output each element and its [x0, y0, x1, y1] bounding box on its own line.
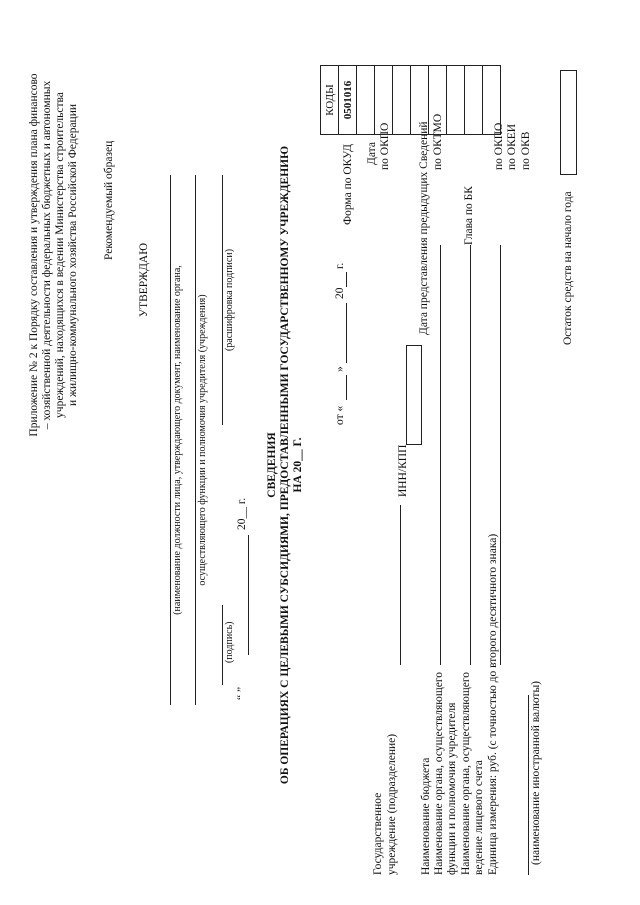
approval-title: УТВЕРЖДАЮ	[138, 242, 150, 318]
label-org-1: Наименование органа, осуществляющего	[433, 671, 445, 875]
appendix-line-4: и жилищно-коммунального хозяйства Российской Федерации	[67, 103, 79, 407]
code-label-okpo: по ОКПО	[379, 122, 391, 170]
label-institution: учреждение (подразделение)	[386, 733, 398, 875]
label-budget-name: Наименование бюджета	[420, 757, 432, 875]
title-line-2: ОБ ОПЕРАЦИЯХ С ЦЕЛЕВЫМИ СУБСИДИЯМИ, ПРЕДОСТАВЛЕННЫМИ ГОСУДАРСТВЕННОМУ УЧРЕЖДЕНИЮ	[279, 145, 291, 785]
document-title	[266, 85, 305, 845]
date-month-line[interactable]	[346, 303, 347, 363]
code-value-okpo[interactable]	[375, 66, 393, 135]
code-label-okei: по ОКЕИ	[506, 123, 518, 170]
label-currency: (наименование иностранной валюты)	[530, 681, 542, 865]
code-label-date: Дата	[366, 142, 378, 165]
signature-line	[222, 605, 223, 685]
appendix-note	[28, 25, 80, 485]
date-year-line[interactable]	[346, 272, 347, 287]
code-value-oktmo[interactable]	[393, 66, 411, 135]
institution-line[interactable]	[400, 505, 401, 665]
decode-line	[222, 175, 223, 425]
code-value-date[interactable]	[357, 66, 375, 135]
label-org-4: ведение лицевого счета	[473, 760, 485, 875]
balance-box[interactable]	[560, 70, 577, 175]
date-day-line[interactable]	[346, 375, 347, 400]
budget-line[interactable]	[440, 245, 441, 665]
decode-caption: (расшифровка подписи)	[224, 248, 235, 352]
code-value-okei[interactable]	[465, 66, 483, 135]
org-line[interactable]	[470, 245, 471, 665]
code-value-okv[interactable]	[483, 66, 501, 135]
signature-caption: (подпись)	[224, 621, 235, 663]
approval-caption-2: осуществляющего функции и полномочия учредителя (учреждения)	[197, 294, 208, 586]
code-label-okpo-2: по ОКПО	[493, 122, 505, 170]
label-glava: Глава по БК	[463, 186, 475, 245]
account-line[interactable]	[500, 245, 501, 665]
date-year-g: г.	[334, 262, 346, 269]
date-close-quote: »	[334, 366, 346, 372]
currency-line[interactable]	[528, 695, 529, 875]
code-value-okud[interactable]: 0501016	[339, 66, 357, 135]
label-org-2: функции и полномочия учредителя	[446, 702, 458, 875]
date-year-prefix: 20	[334, 287, 346, 299]
date-from: от «	[334, 405, 346, 425]
recommended-sample: Рекомендуемый образец	[103, 140, 115, 260]
title-line-1: СВЕДЕНИЯ	[266, 432, 278, 498]
approval-caption-1: (наименование должности лица, утверждающего документ, наименование органа,	[172, 265, 183, 615]
label-org-3: Наименование органа, осуществляющего	[460, 671, 472, 875]
approval-line-1	[170, 175, 171, 705]
label-balance: Остаток средств на начало года	[562, 191, 574, 345]
approval-line-2	[195, 175, 196, 705]
code-value-okpo-2[interactable]	[447, 66, 465, 135]
appendix-line-1: Приложение № 2 к Порядку составления и утверждения плана финансово	[28, 73, 40, 437]
appendix-line-3: учреждений, находящихся в ведении Министерства строительства	[54, 92, 66, 418]
label-inn: ИНН/КПП	[397, 444, 409, 497]
approval-date-year: 20__ г.	[236, 497, 248, 530]
label-state: Государственное	[372, 792, 384, 875]
code-label-okud: Форма по ОКУД	[342, 144, 354, 225]
code-label-okv: по ОКВ	[520, 131, 532, 170]
code-value-prev-date[interactable]	[411, 66, 429, 135]
appendix-line-2: – хозяйственной деятельности федеральных бюджетных и автономных	[41, 80, 53, 430]
approval-date-quote: “ ”	[236, 686, 248, 700]
code-label-oktmo: по ОКТМО	[432, 113, 444, 170]
code-value-glava[interactable]	[429, 66, 447, 135]
label-unit: Единица измерения: руб. (с точностью до второго десятичного знака)	[487, 533, 499, 875]
inn-box[interactable]	[406, 345, 422, 445]
codes-table	[320, 65, 501, 135]
title-line-3: НА 20__ Г.	[292, 437, 304, 493]
label-prev-date: Дата представления предыдущих Сведений	[418, 121, 430, 335]
codes-header: КОДЫ	[321, 66, 339, 135]
approval-date-line	[248, 535, 249, 655]
